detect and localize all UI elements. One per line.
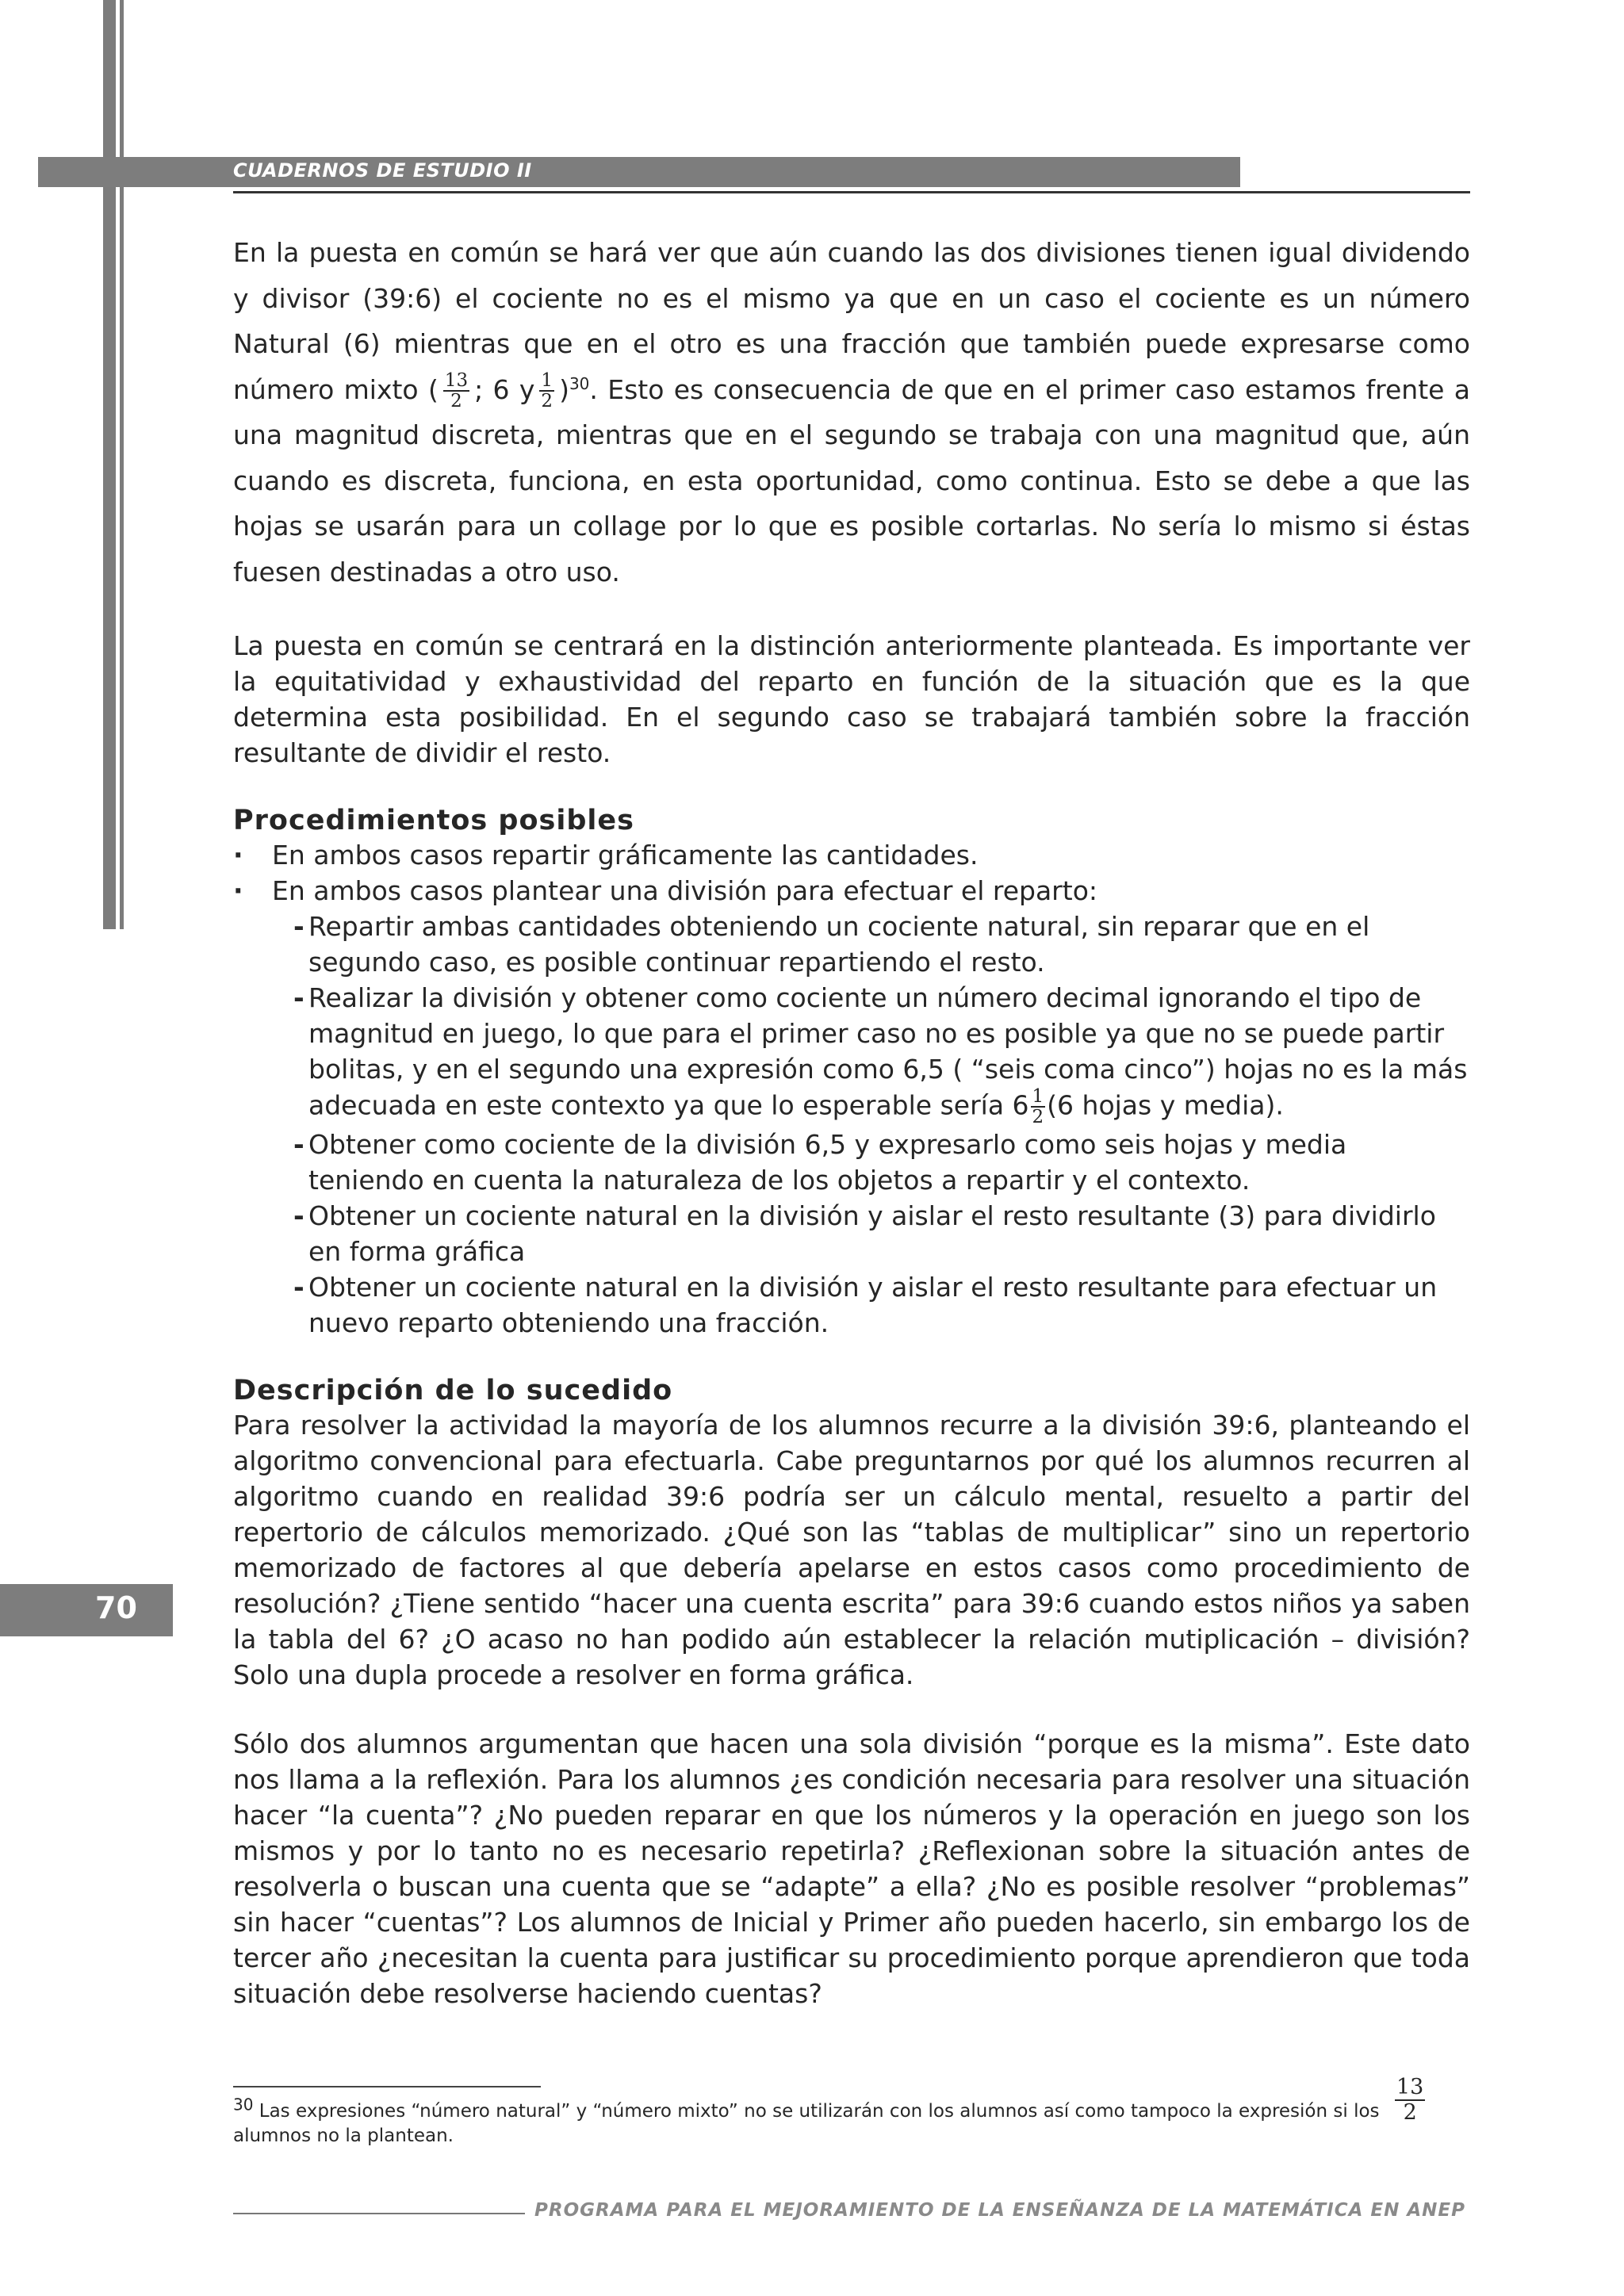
fraction-1-2: $\frac{1}{2}$ (1032, 1086, 1044, 1127)
decorative-bar-thick (103, 0, 116, 929)
fraction-13-2: $\frac{13}{2}$ (444, 370, 469, 411)
list-item: - Realizar la división y obtener como cociente un número decimal ignorando el tipo de magnitud en juego, lo que para el primer caso no es posible ya que no se puede partir bolitas, y en el segundo una expresión como 6,5 ( “seis coma cinco”) hojas no es la más adecuada en este contexto ya que lo esperable sería 6 $\frac{1}{2}$ (6 hojas y media). (293, 980, 1470, 1127)
page-number-box (0, 1584, 173, 1636)
running-header: CUADERNOS DE ESTUDIO II (233, 159, 532, 182)
footnote-rule (233, 2086, 541, 2087)
section-title-descripcion: Descripción de lo sucedido (233, 1375, 673, 1406)
decorative-bar-thin (120, 0, 124, 929)
running-footer: PROGRAMA PARA EL MEJORAMIENTO DE LA ENSEÑANZA DE LA MATEMÁTICA EN ANEP (534, 2200, 1465, 2221)
header-band (38, 157, 1240, 187)
footnote: $^{30}$ Las expresiones “número natural” y “número mixto” no se utilizarán con los alumnos así como tampoco la expresión si los alumnos no la plantean. (233, 2095, 1380, 2146)
header-rule (233, 191, 1470, 193)
bullet-list (233, 837, 1470, 1341)
list-item: - Obtener un cociente natural en la división y aislar el resto resultante (3) para dividirlo en forma gráfica (293, 1198, 1470, 1269)
list-item: · En ambos casos repartir gráficamente las cantidades. (233, 837, 1470, 873)
paragraph-descripcion-1: Para resolver la actividad la mayoría de los alumnos recurre a la división 39:6, planteando el algoritmo convencional para efectuarla. Cabe preguntarnos por qué los alumnos recurren al algoritmo cuando en realidad 39:6 podría ser un cálculo mental, resuelto a partir del repertorio de cálculos memorizado. ¿Qué son las “tablas de multiplicar” sino un repertorio memorizado de factores al que debería apelarse en estos casos como procedimiento de resolución? ¿Tiene sentido “hacer una cuenta escrita” para 39:6 cuando estos niños ya saben la tabla del 6? ¿O acaso no han podido aún establecer la relación mutiplicación – división? Solo una dupla procede a resolver en forma gráfica. (233, 1410, 1470, 1690)
list-item: - Repartir ambas cantidades obteniendo un cociente natural, sin reparar que en el segundo caso, es posible continuar repartiendo el resto. (293, 909, 1470, 980)
paragraph-puesta-en-comun: La puesta en común se centrará en la distinción anteriormente planteada. Es importante ver la equitatividad y exhaustividad del reparto en función de la situación que es la que determina esta posibilidad. En el segundo caso se trabajará también sobre la fracción resultante de dividir el resto. (233, 630, 1470, 768)
footnote-ref: 30 (569, 373, 590, 393)
paragraph-descripcion-2: Sólo dos alumnos argumentan que hacen una sola división “porque es la misma”. Este dato nos llama a la reflexión. Para los alumnos ¿es condición necesaria para resolver una situación hacer “la cuenta”? ¿No pueden reparar en que los números y la operación en juego son los mismos y por lo tanto no es necesario repetirla? ¿Reflexionan sobre la situación antes de resolverla o buscan una cuenta que se “adapte” a ella? ¿No es posible resolver “problemas” sin hacer “cuentas”? Los alumnos de Inicial y Primer año pueden hacerlo, sin embargo los de tercer año ¿necesitan la cuenta para justificar su procedimiento porque aprendieron que toda situación debe resolverse haciendo cuentas? (233, 1728, 1470, 2009)
fraction-1-2: $\frac{1}{2}$ (541, 370, 553, 411)
footnote-fraction: $\frac{13}{2}$ (1396, 2075, 1424, 2125)
section-title-procedimientos: Procedimientos posibles (233, 805, 634, 836)
list-item: - Obtener un cociente natural en la división y aislar el resto resultante para efectuar un nuevo reparto obteniendo una fracción. (293, 1269, 1470, 1341)
list-item: · En ambos casos plantear una división para efectuar el reparto: - Repartir ambas cantidades obteniendo un cociente natural, sin reparar que en el segundo caso, es posible continuar repartiendo el resto. - Realizar la división y obtener como cociente un número decimal ignorando el tipo de magnitud en juego, lo que para el primer caso no es posible ya que no se puede partir bolitas, y en el segundo una expresión como 6,5 ( “seis coma cinco”) hojas no es la más adecuada en este contexto ya que lo esperable sería 6 $\frac{1}{2}$ (6 hojas y media). - Obtener como cociente de la división 6,5 y expresarlo como seis hojas y media teniendo en cuenta la naturaleza de los objetos a repartir y el contexto. - Obtener un cociente natural en la división y aislar el resto resultante (3) para dividirlo en forma gráfica - Obtener un cociente natural en la división y aislar el resto resultante para efectuar un nuevo reparto obteniendo una fracción. (233, 873, 1470, 1341)
footer-rule (233, 2213, 525, 2214)
page-number: 70 (95, 1590, 137, 1625)
main-content (233, 230, 1470, 2011)
paragraph-intro: En la puesta en común se hará ver que aún cuando las dos divisiones tienen igual dividendo y divisor (39:6) el cociente no es el mismo ya que en un caso el cociente es un número Natural (6) mientras que en el otro es una fracción que también puede expresarse como número mixto ( $\frac{13}{2}$ ; 6 y $\frac{1}{2}$ )$^{30}$. Esto es consecuencia de que en el primer caso estamos frente a una magnitud discreta, mientras que en el segundo se trabaja con una magnitud que, aún cuando es discreta, funciona, en esta oportunidad, como continua. Esto se debe a que las hojas se usarán para un collage por lo que es posible cortarlas. No sería lo mismo si éstas fuesen destinadas a otro uso. (233, 237, 1470, 587)
list-item: - Obtener como cociente de la división 6,5 y expresarlo como seis hojas y media teniendo en cuenta la naturaleza de los objetos a repartir y el contexto. (293, 1127, 1470, 1198)
dash-list (233, 909, 1470, 1341)
